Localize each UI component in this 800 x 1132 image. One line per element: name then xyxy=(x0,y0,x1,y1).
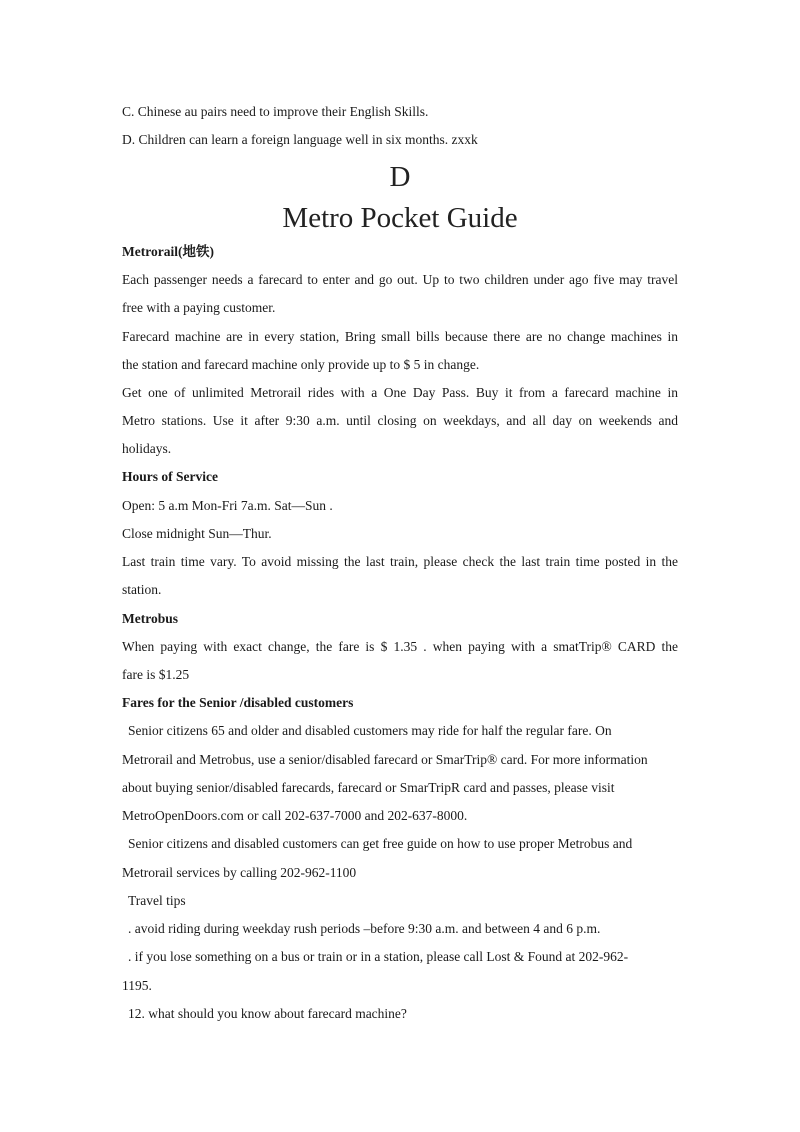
metrorail-line: holidays. xyxy=(122,441,172,456)
metrobus-line: When paying with exact change, the fare is $ 1.35 . when paying with a smatTrip® CARD the xyxy=(122,639,678,654)
senior-line: Metrorail services by calling 202-962-1100 xyxy=(122,865,357,880)
hours-line: station. xyxy=(122,582,162,597)
question-12: 12. what should you know about farecard machine? xyxy=(128,1006,407,1021)
tips-line: . avoid riding during weekday rush periods –before 9:30 a.m. and between 4 and 6 p.m. xyxy=(128,921,601,936)
senior-line: Senior citizens and disabled customers can get free guide on how to use proper Metrobus and xyxy=(128,836,633,851)
metrorail-line: Get one of unlimited Metrorail rides with a One Day Pass. Buy it from a farecard machine in xyxy=(122,385,678,400)
senior-heading: Fares for the Senior /disabled customers xyxy=(122,695,354,710)
hours-line: Open: 5 a.m Mon-Fri 7a.m. Sat—Sun . xyxy=(122,498,333,513)
hours-heading: Hours of Service xyxy=(122,469,218,484)
metrorail-line: Farecard machine are in every station, Bring small bills because there are no change machines in xyxy=(122,329,678,344)
metrobus-line: fare is $1.25 xyxy=(122,667,190,682)
metrorail-line: the station and farecard machine only provide up to $ 5 in change. xyxy=(122,357,480,372)
tips-line: 1195. xyxy=(122,978,152,993)
senior-line: about buying senior/disabled farecards, farecard or SmarTripR card and passes, please visit xyxy=(122,780,615,795)
hours-line: Last train time vary. To avoid missing the last train, please check the last train time posted in the xyxy=(122,554,678,569)
section-letter: D xyxy=(389,161,411,193)
metrobus-heading: Metrobus xyxy=(122,611,178,626)
senior-line: Metrorail and Metrobus, use a senior/disabled farecard or SmarTrip® card. For more information xyxy=(122,752,648,767)
option-d: D. Children can learn a foreign language well in six months. zxxk xyxy=(122,132,478,147)
tips-heading: Travel tips xyxy=(128,893,186,908)
metrorail-line: Each passenger needs a farecard to enter and go out. Up to two children under ago five may travel xyxy=(122,272,678,287)
page-title: Metro Pocket Guide xyxy=(282,202,518,234)
hours-line: Close midnight Sun—Thur. xyxy=(122,526,272,541)
metrorail-line: Metro stations. Use it after 9:30 a.m. until closing on weekdays, and all day on weekends and xyxy=(122,413,678,428)
metrorail-heading: Metrorail(地铁) xyxy=(122,244,214,259)
senior-line: MetroOpenDoors.com or call 202-637-7000 and 202-637-8000. xyxy=(122,808,468,823)
metrorail-line: free with a paying customer. xyxy=(122,300,276,315)
senior-line: Senior citizens 65 and older and disabled customers may ride for half the regular fare. On xyxy=(128,723,612,738)
option-c: C. Chinese au pairs need to improve their English Skills. xyxy=(122,104,429,119)
tips-line: . if you lose something on a bus or train or in a station, please call Lost & Found at 202-962- xyxy=(128,949,629,964)
